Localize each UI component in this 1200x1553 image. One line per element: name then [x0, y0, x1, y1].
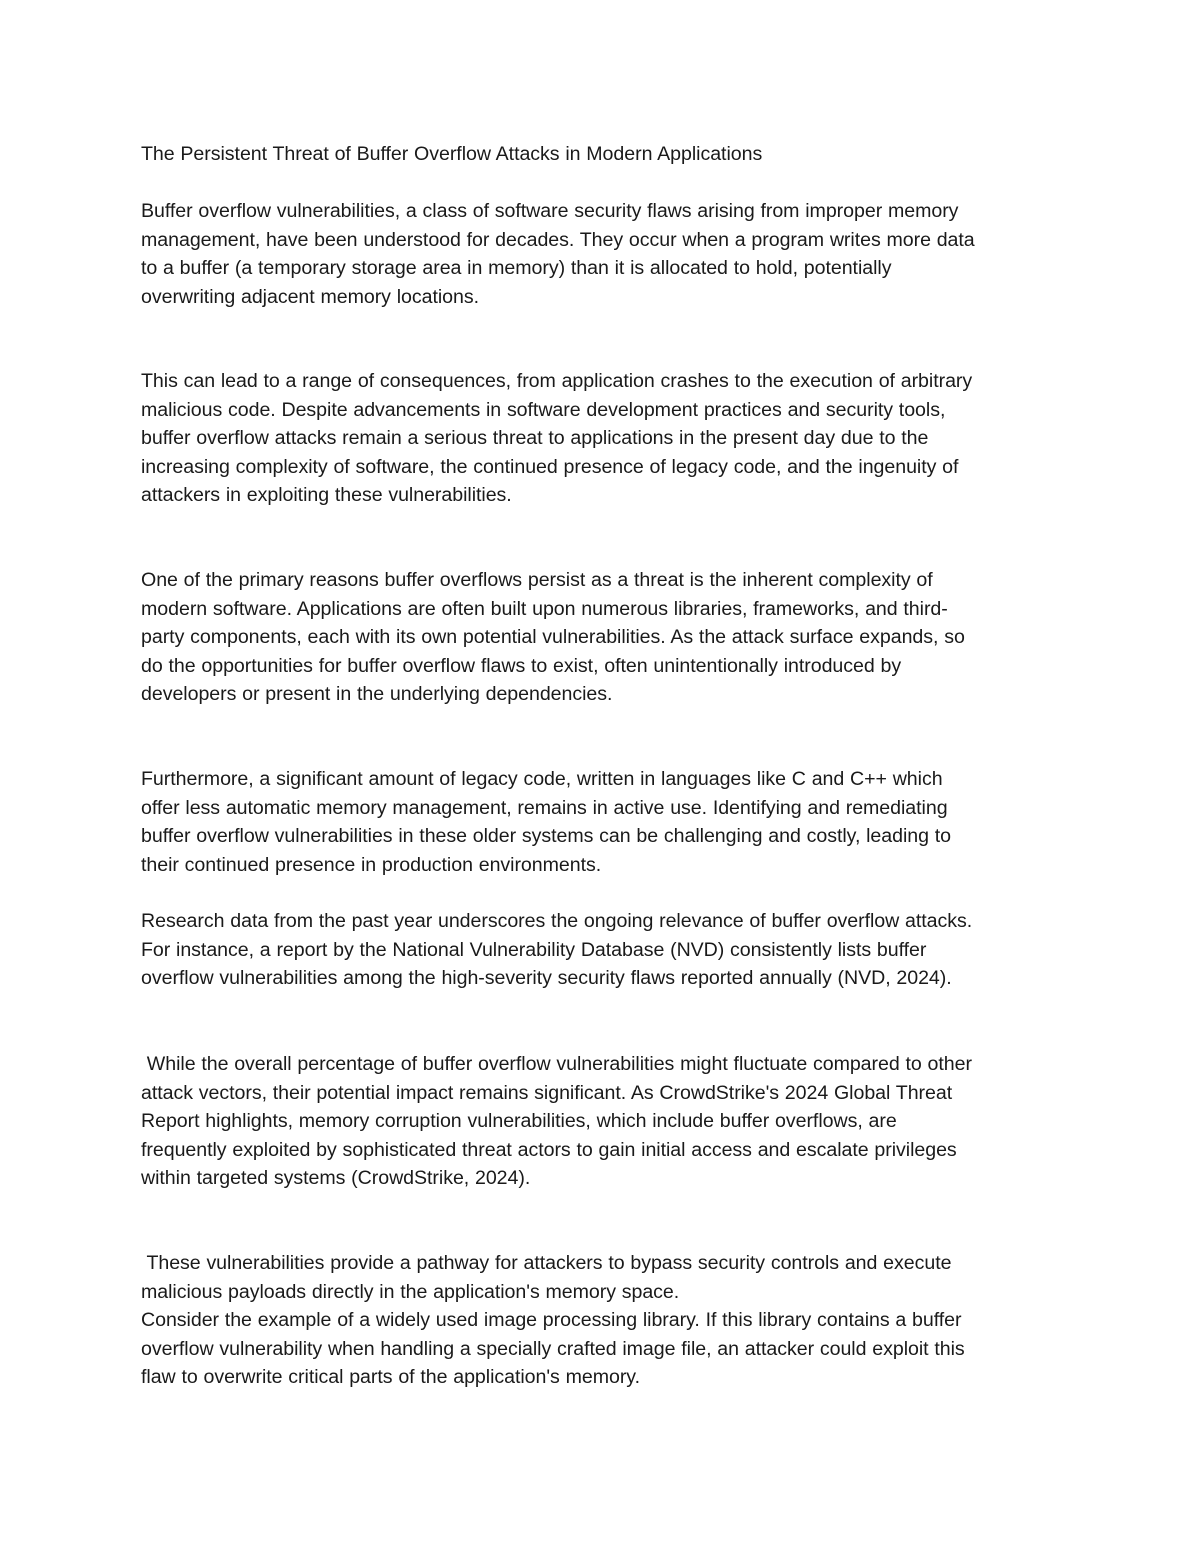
- text-line: buffer overflow attacks remain a serious threat to applications in the present day due to the: [141, 427, 929, 449]
- text-line: management, have been understood for decades. They occur when a program writes more data: [141, 228, 975, 251]
- text-line: increasing complexity of software, the continued presence of legacy code, and the ingenuity of: [141, 455, 959, 478]
- text-line: overflow vulnerabilities among the high-severity security flaws reported annually (NVD, 2024).: [141, 967, 952, 989]
- text-line: Report highlights, memory corruption vulnerabilities, which include buffer overflows, are: [141, 1110, 897, 1132]
- text-line: flaw to overwrite critical parts of the application's memory.: [141, 1366, 640, 1388]
- text-line: buffer overflow vulnerabilities in these older systems can be challenging and costly, leading to: [141, 825, 952, 847]
- text-line: overwriting adjacent memory locations.: [141, 285, 479, 308]
- text-line: attack vectors, their potential impact remains significant. As CrowdStrike's 2024 Global Threat: [141, 1081, 953, 1104]
- text-line: This can lead to a range of consequences, from application crashes to the execution of arbitrary: [141, 370, 973, 392]
- paragraph-2: [141, 367, 1071, 510]
- text-line: malicious payloads directly in the application's memory space.: [141, 1280, 680, 1303]
- paragraph-3: [141, 566, 1071, 709]
- document-title: [141, 140, 1071, 169]
- text-line: frequently exploited by sophisticated threat actors to gain initial access and escalate privileges: [141, 1138, 957, 1161]
- paragraph-1: [141, 197, 1071, 311]
- text-line: their continued presence in production environments.: [141, 853, 602, 876]
- text-line: Buffer overflow vulnerabilities, a class of software security flaws arising from improper memory: [141, 200, 959, 222]
- text-line: within targeted systems (CrowdStrike, 2024).: [141, 1167, 531, 1189]
- text-line: attackers in exploiting these vulnerabilities.: [141, 484, 512, 506]
- paragraph-7: [141, 1249, 1071, 1392]
- text-line: While the overall percentage of buffer overflow vulnerabilities might fluctuate compared to other: [141, 1053, 972, 1075]
- text-line: One of the primary reasons buffer overflows persist as a threat is the inherent complexity of: [141, 569, 933, 591]
- text-line: modern software. Applications are often built upon numerous libraries, frameworks, and third-: [141, 597, 948, 620]
- text-line: to a buffer (a temporary storage area in memory) than it is allocated to hold, potentially: [141, 257, 892, 279]
- text-line: party components, each with its own potential vulnerabilities. As the attack surface expands, so: [141, 626, 965, 648]
- text-line: For instance, a report by the National Vulnerability Database (NVD) consistently lists buffer: [141, 938, 927, 961]
- text-line: Consider the example of a widely used image processing library. If this library contains a buffer: [141, 1309, 962, 1331]
- text-line: overflow vulnerability when handling a specially crafted image file, an attacker could exploit this: [141, 1337, 965, 1360]
- paragraph-4: [141, 765, 1071, 879]
- text-line: Research data from the past year underscores the ongoing relevance of buffer overflow attacks.: [141, 910, 973, 932]
- title-text: The Persistent Threat of Buffer Overflow Attacks in Modern Applications: [141, 143, 763, 165]
- text-line: Furthermore, a significant amount of legacy code, written in languages like C and C++ which: [141, 768, 943, 790]
- text-line: do the opportunities for buffer overflow flaws to exist, often unintentionally introduced by: [141, 654, 902, 677]
- paragraph-5: [141, 907, 1071, 993]
- text-line: developers or present in the underlying dependencies.: [141, 683, 613, 705]
- text-line: malicious code. Despite advancements in software development practices and security tools,: [141, 398, 946, 421]
- text-line: These vulnerabilities provide a pathway for attackers to bypass security controls and execute: [141, 1252, 952, 1274]
- paragraph-6: [141, 1050, 1071, 1193]
- text-line: offer less automatic memory management, remains in active use. Identifying and remediating: [141, 796, 948, 819]
